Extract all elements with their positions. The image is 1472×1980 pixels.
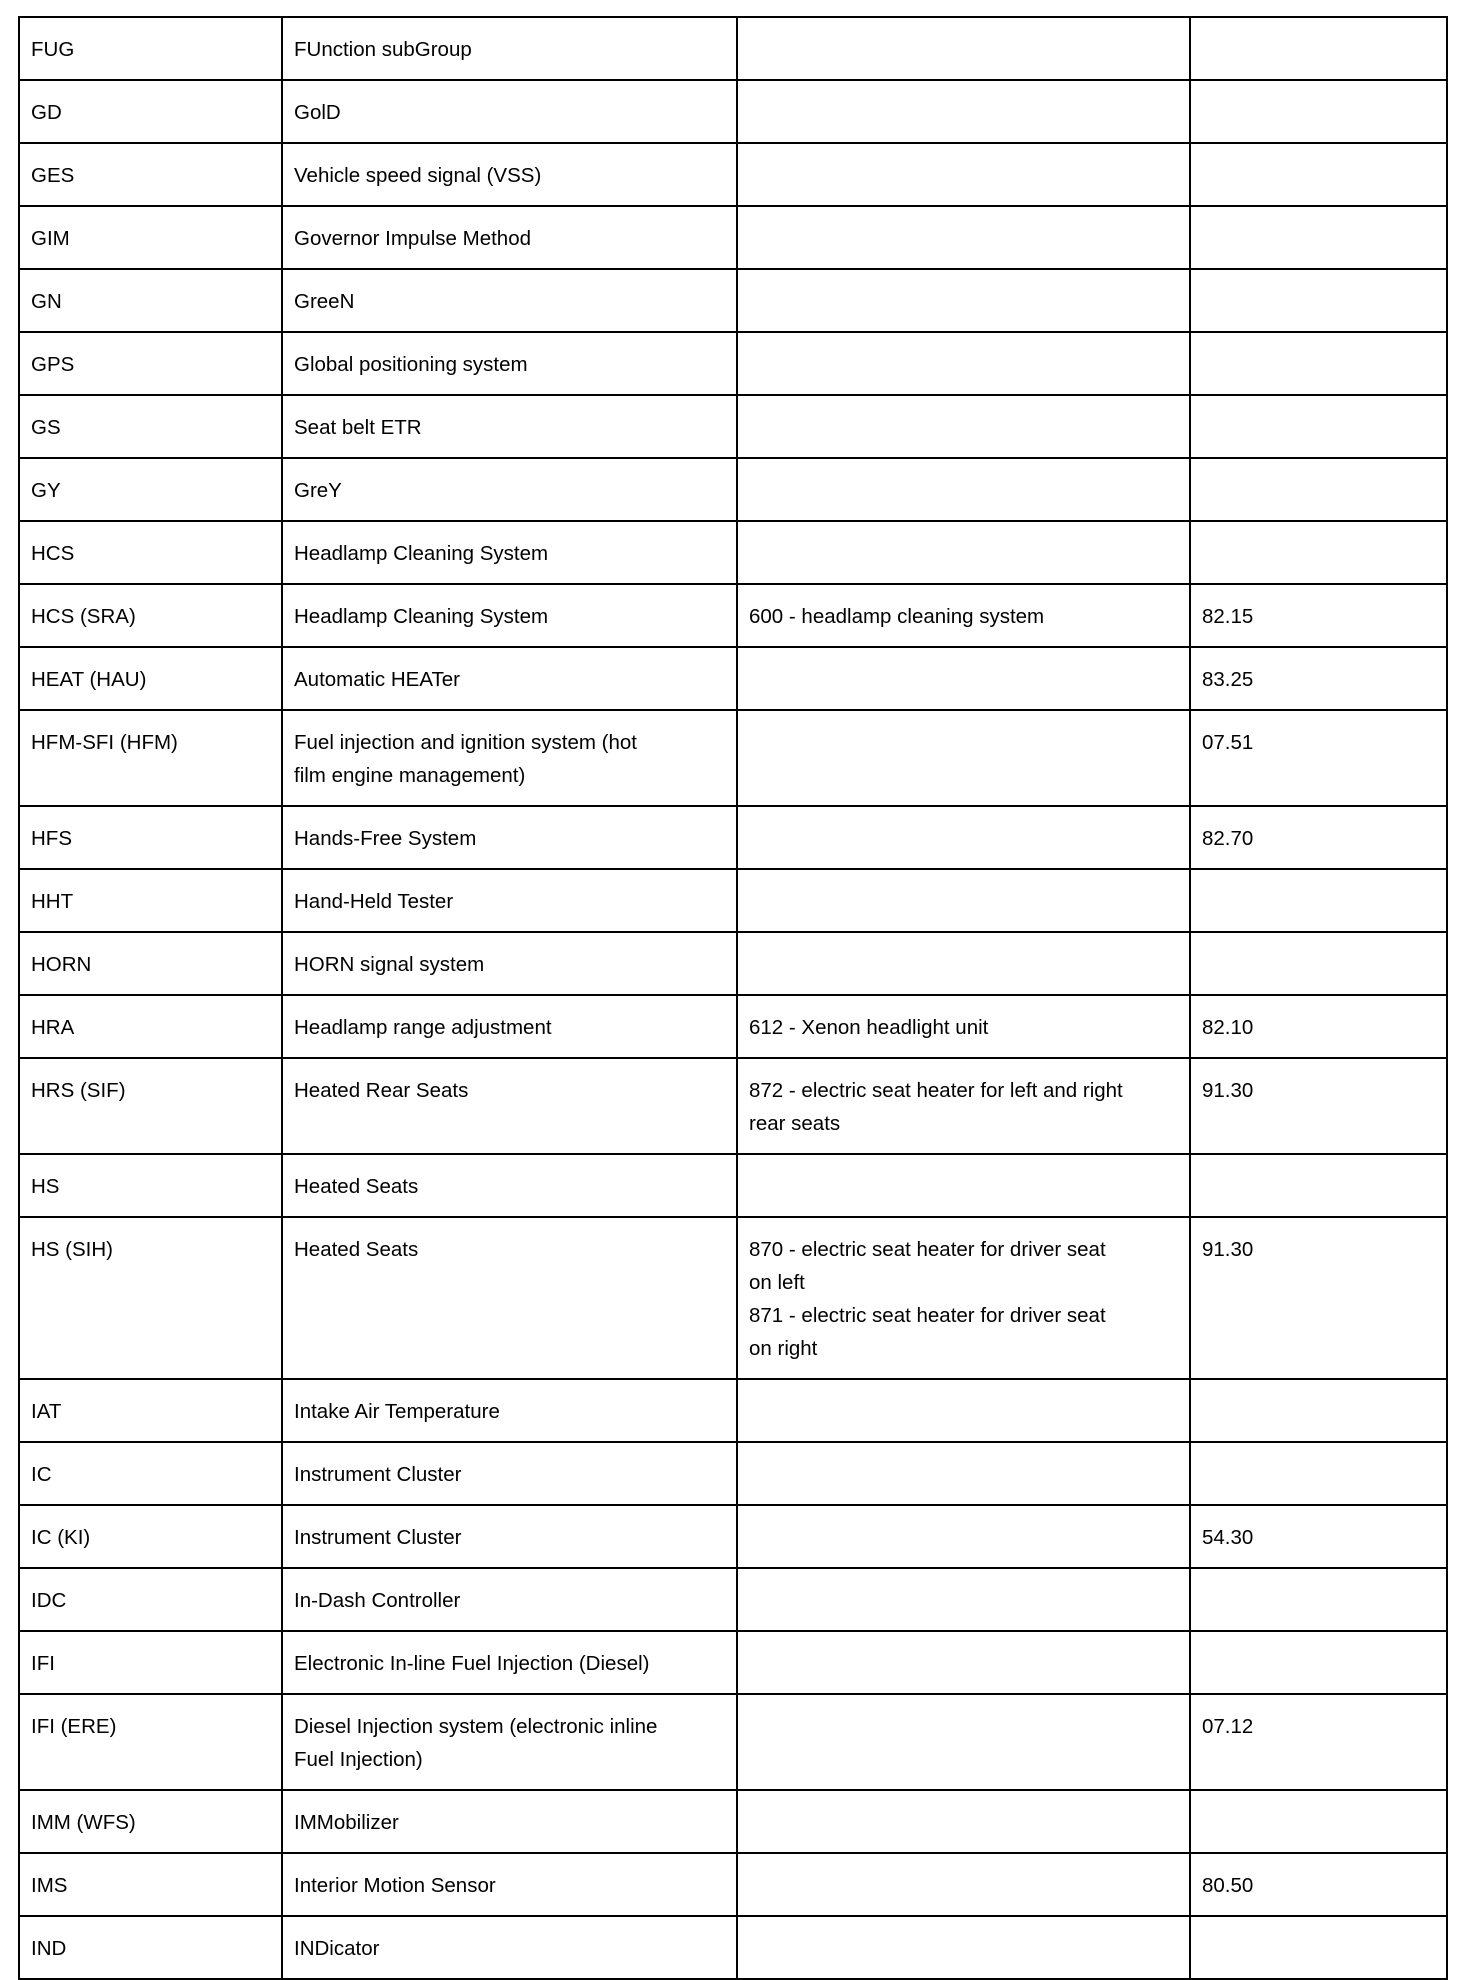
abbreviation-cell: IFI [19, 1631, 282, 1694]
equipment-code-cell: 612 - Xenon headlight unit [737, 995, 1190, 1058]
meaning-cell: Heated Seats [282, 1154, 737, 1217]
reference-cell [1190, 332, 1447, 395]
abbreviation-cell: HRS (SIF) [19, 1058, 282, 1154]
abbreviation-cell: HCS [19, 521, 282, 584]
meaning-cell: Instrument Cluster [282, 1442, 737, 1505]
table-row [19, 17, 1447, 80]
abbreviation-cell: IDC [19, 1568, 282, 1631]
meaning-cell: Heated Seats [282, 1217, 737, 1379]
reference-cell: 91.30 [1190, 1217, 1447, 1379]
reference-cell: 83.25 [1190, 647, 1447, 710]
equipment-code-cell [737, 1568, 1190, 1631]
meaning-cell: Vehicle speed signal (VSS) [282, 143, 737, 206]
meaning-cell: Headlamp range adjustment [282, 995, 737, 1058]
meaning-cell: GreY [282, 458, 737, 521]
meaning-cell: Diesel Injection system (electronic inline Fuel Injection) [282, 1694, 737, 1790]
table-row [19, 1631, 1447, 1694]
table-row [19, 395, 1447, 458]
meaning-cell: Heated Rear Seats [282, 1058, 737, 1154]
table-row [19, 1853, 1447, 1916]
meaning-cell: Instrument Cluster [282, 1505, 737, 1568]
meaning-cell: Hand-Held Tester [282, 869, 737, 932]
table-row [19, 584, 1447, 647]
abbreviation-cell: HS [19, 1154, 282, 1217]
meaning-cell: GolD [282, 80, 737, 143]
abbreviation-cell: IC [19, 1442, 282, 1505]
abbreviation-cell: IFI (ERE) [19, 1694, 282, 1790]
equipment-code-cell [737, 1631, 1190, 1694]
reference-cell [1190, 458, 1447, 521]
abbreviation-cell: GPS [19, 332, 282, 395]
reference-cell [1190, 932, 1447, 995]
abbreviation-cell: IAT [19, 1379, 282, 1442]
table-row [19, 995, 1447, 1058]
abbreviation-cell: HEAT (HAU) [19, 647, 282, 710]
reference-cell [1190, 1790, 1447, 1853]
reference-cell [1190, 395, 1447, 458]
abbreviation-cell: GS [19, 395, 282, 458]
reference-cell [1190, 143, 1447, 206]
reference-cell [1190, 869, 1447, 932]
abbreviation-cell: GY [19, 458, 282, 521]
table-row [19, 647, 1447, 710]
reference-cell [1190, 1379, 1447, 1442]
reference-cell [1190, 521, 1447, 584]
reference-cell [1190, 1154, 1447, 1217]
equipment-code-cell [737, 80, 1190, 143]
table-row [19, 869, 1447, 932]
equipment-code-cell [737, 710, 1190, 806]
table-row [19, 932, 1447, 995]
abbreviation-cell: HS (SIH) [19, 1217, 282, 1379]
abbreviation-cell: HRA [19, 995, 282, 1058]
equipment-code-cell [737, 1916, 1190, 1979]
reference-cell [1190, 1631, 1447, 1694]
meaning-cell: Intake Air Temperature [282, 1379, 737, 1442]
abbreviation-cell: HHT [19, 869, 282, 932]
meaning-cell: GreeN [282, 269, 737, 332]
equipment-code-cell [737, 1442, 1190, 1505]
abbreviation-cell: IC (KI) [19, 1505, 282, 1568]
abbreviation-cell: IMM (WFS) [19, 1790, 282, 1853]
meaning-cell: Electronic In-line Fuel Injection (Diesel) [282, 1631, 737, 1694]
equipment-code-cell: 600 - headlamp cleaning system [737, 584, 1190, 647]
meaning-cell: Headlamp Cleaning System [282, 584, 737, 647]
meaning-cell: Seat belt ETR [282, 395, 737, 458]
meaning-cell: INDicator [282, 1916, 737, 1979]
meaning-cell: HORN signal system [282, 932, 737, 995]
table-row [19, 1379, 1447, 1442]
reference-cell [1190, 269, 1447, 332]
equipment-code-cell [737, 1505, 1190, 1568]
table-row [19, 80, 1447, 143]
meaning-cell: Global positioning system [282, 332, 737, 395]
meaning-cell: FUnction subGroup [282, 17, 737, 80]
equipment-code-cell [737, 269, 1190, 332]
table-row [19, 1790, 1447, 1853]
abbreviation-cell: HFS [19, 806, 282, 869]
reference-cell [1190, 1568, 1447, 1631]
table-row [19, 1505, 1447, 1568]
equipment-code-cell [737, 806, 1190, 869]
reference-cell: 07.51 [1190, 710, 1447, 806]
table-row [19, 1694, 1447, 1790]
reference-cell: 82.70 [1190, 806, 1447, 869]
reference-cell: 54.30 [1190, 1505, 1447, 1568]
meaning-cell: Hands-Free System [282, 806, 737, 869]
equipment-code-cell [737, 1790, 1190, 1853]
equipment-code-cell [737, 869, 1190, 932]
equipment-code-cell: 870 - electric seat heater for driver seat on left 871 - electric seat heater for driver seat on right [737, 1217, 1190, 1379]
reference-cell: 80.50 [1190, 1853, 1447, 1916]
equipment-code-cell [737, 932, 1190, 995]
reference-cell: 91.30 [1190, 1058, 1447, 1154]
table-row [19, 1568, 1447, 1631]
equipment-code-cell [737, 332, 1190, 395]
meaning-cell: Interior Motion Sensor [282, 1853, 737, 1916]
reference-cell [1190, 1442, 1447, 1505]
reference-cell: 07.12 [1190, 1694, 1447, 1790]
equipment-code-cell [737, 143, 1190, 206]
meaning-cell: IMMobilizer [282, 1790, 737, 1853]
reference-cell: 82.15 [1190, 584, 1447, 647]
abbreviation-cell: GD [19, 80, 282, 143]
equipment-code-cell [737, 458, 1190, 521]
table-row [19, 1916, 1447, 1979]
table-row [19, 206, 1447, 269]
equipment-code-cell [737, 647, 1190, 710]
reference-cell [1190, 80, 1447, 143]
abbreviation-cell: FUG [19, 17, 282, 80]
meaning-cell: Fuel injection and ignition system (hot film engine management) [282, 710, 737, 806]
equipment-code-cell [737, 395, 1190, 458]
table-row [19, 1442, 1447, 1505]
meaning-cell: Automatic HEATer [282, 647, 737, 710]
abbreviation-cell: HORN [19, 932, 282, 995]
meaning-cell: In-Dash Controller [282, 1568, 737, 1631]
table-row [19, 521, 1447, 584]
equipment-code-cell [737, 17, 1190, 80]
meaning-cell: Headlamp Cleaning System [282, 521, 737, 584]
equipment-code-cell [737, 206, 1190, 269]
table-row [19, 143, 1447, 206]
equipment-code-cell [737, 1694, 1190, 1790]
reference-cell [1190, 1916, 1447, 1979]
abbreviation-cell: HCS (SRA) [19, 584, 282, 647]
reference-cell: 82.10 [1190, 995, 1447, 1058]
reference-cell [1190, 17, 1447, 80]
abbreviation-cell: HFM-SFI (HFM) [19, 710, 282, 806]
table-row [19, 269, 1447, 332]
equipment-code-cell: 872 - electric seat heater for left and right rear seats [737, 1058, 1190, 1154]
table-row [19, 332, 1447, 395]
abbreviation-table [18, 16, 1448, 1980]
table-row [19, 1058, 1447, 1154]
abbreviation-cell: IND [19, 1916, 282, 1979]
abbreviation-cell: GN [19, 269, 282, 332]
equipment-code-cell [737, 1379, 1190, 1442]
reference-cell [1190, 206, 1447, 269]
equipment-code-cell [737, 1154, 1190, 1217]
abbreviation-cell: GIM [19, 206, 282, 269]
meaning-cell: Governor Impulse Method [282, 206, 737, 269]
equipment-code-cell [737, 521, 1190, 584]
table-row [19, 806, 1447, 869]
table-row [19, 458, 1447, 521]
abbreviation-cell: IMS [19, 1853, 282, 1916]
table-row [19, 710, 1447, 806]
equipment-code-cell [737, 1853, 1190, 1916]
abbreviation-cell: GES [19, 143, 282, 206]
table-body [19, 17, 1447, 1979]
table-row [19, 1154, 1447, 1217]
table-row [19, 1217, 1447, 1379]
